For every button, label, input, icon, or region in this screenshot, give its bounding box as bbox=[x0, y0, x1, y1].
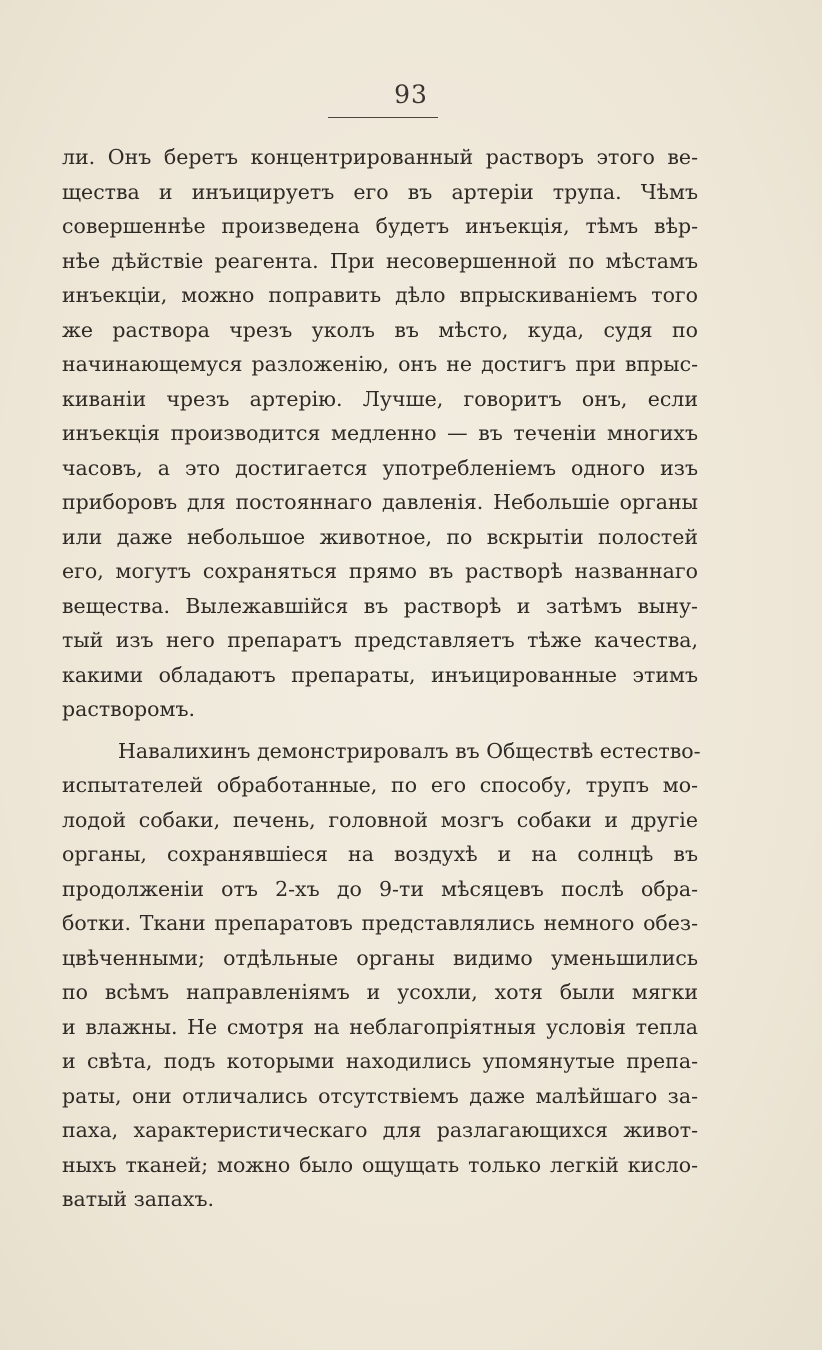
text-line: киваніи чрезъ артерію. Лучше, говоритъ онъ, если bbox=[62, 386, 698, 411]
text-line: или даже небольшое животное, по вскрытіи полостей bbox=[62, 524, 698, 549]
header-rule bbox=[328, 117, 438, 118]
paragraph-1 bbox=[62, 140, 698, 727]
text-line: ватый запахъ. bbox=[62, 1187, 215, 1211]
text-line: по всѣмъ направленіямъ и усохли, хотя были мягки bbox=[62, 980, 698, 1004]
text-line: лодой собаки, печень, головной мозгъ собаки и другіе bbox=[62, 807, 698, 832]
text-line: начинающемуся разложенію, онъ не достигъ при впрыс- bbox=[62, 352, 698, 376]
page-number: 93 bbox=[394, 80, 428, 109]
text-line: Навалихинъ демонстрировалъ въ Обществѣ естество- bbox=[118, 738, 701, 763]
body-text bbox=[62, 140, 701, 1217]
text-line: нѣе дѣйствіе реагента. При несовершенной по мѣстамъ bbox=[62, 248, 698, 273]
text-line: паха, характеристическаго для разлагающихся живот- bbox=[62, 1118, 698, 1142]
paragraph-gap bbox=[62, 727, 698, 734]
text-line: инъекціи, можно поправить дѣло впрыскиваніемъ того bbox=[62, 283, 698, 307]
text-line: ныхъ тканей; можно было ощущать только легкій кисло- bbox=[62, 1152, 698, 1177]
text-line: цвѣченными; отдѣльные органы видимо уменьшились bbox=[62, 945, 698, 970]
text-line: и влажны. Не смотря на неблагопріятныя условія тепла bbox=[62, 1014, 698, 1039]
text-line: ботки. Ткани препаратовъ представлялись немного обез- bbox=[62, 911, 698, 935]
text-line: испытателей обработанные, по его способу, трупъ мо- bbox=[62, 773, 698, 797]
text-line: тый изъ него препаратъ представляетъ тѣже качества, bbox=[62, 628, 698, 652]
text-line: продолженіи отъ 2-хъ до 9-ти мѣсяцевъ послѣ обра- bbox=[62, 876, 698, 901]
text-line: приборовъ для постояннаго давленія. Небольшіе органы bbox=[62, 490, 698, 514]
text-line: же раствора чрезъ уколъ въ мѣсто, куда, судя по bbox=[62, 317, 698, 342]
text-line: какими обладаютъ препараты, инъицированные этимъ bbox=[62, 662, 698, 687]
paragraph-2 bbox=[62, 734, 701, 1217]
text-line: ли. Онъ беретъ концентрированный растворъ этого ве- bbox=[62, 145, 698, 169]
text-line: часовъ, а это достигается употребленіемъ одного изъ bbox=[62, 455, 698, 480]
text-line: органы, сохранявшіеся на воздухѣ и на солнцѣ въ bbox=[62, 842, 698, 866]
text-line: и свѣта, подъ которыми находились упомянутые препа- bbox=[62, 1049, 698, 1073]
text-line: совершеннѣе произведена будетъ инъекція, тѣмъ вѣр- bbox=[62, 214, 698, 238]
text-line: его, могутъ сохраняться прямо въ растворѣ названнаго bbox=[62, 559, 698, 583]
text-line: вещества. Вылежавшійся въ растворѣ и затѣмъ выну- bbox=[62, 593, 698, 618]
text-line: инъекція производится медленно — въ теченіи многихъ bbox=[62, 421, 698, 445]
text-line: раты, они отличались отсутствіемъ даже малѣйшаго за- bbox=[62, 1083, 698, 1108]
text-line: растворомъ. bbox=[62, 697, 196, 721]
text-line: щества и инъицируетъ его въ артеріи трупа. Чѣмъ bbox=[62, 179, 698, 204]
